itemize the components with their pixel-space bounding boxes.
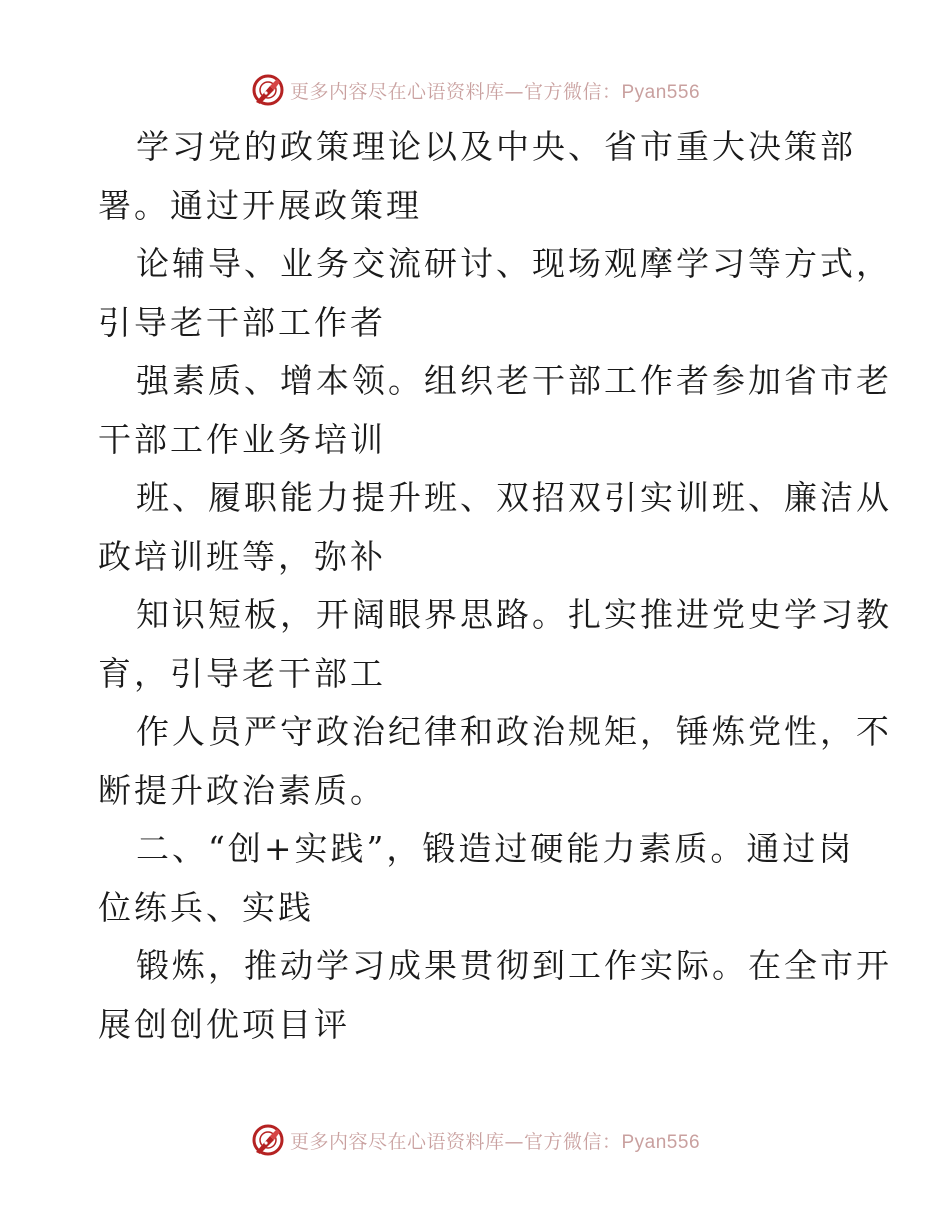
pen-nib-logo-icon: [250, 1122, 286, 1158]
body-line: 引导老干部工作者: [98, 302, 386, 342]
banner-main-text: 更多内容尽在心语资料库: [289, 80, 505, 103]
body-line: 知识短板，开阔眼界思路。扎实推进党史学习教: [136, 595, 892, 634]
body-line: 育，引导老干部工: [98, 653, 386, 693]
body-line: 锻炼，推动学习成果贯彻到工作实际。在全市开: [136, 946, 892, 985]
body-line: 论辅导、业务交流研讨、现场观摩学习等方式，: [136, 244, 892, 283]
body-line: 展创创优项目评: [98, 1004, 350, 1044]
banner-main-text: 更多内容尽在心语资料库: [289, 1130, 505, 1153]
body-line: 干部工作业务培训: [98, 419, 386, 459]
footer-banner: [0, 1120, 950, 1160]
body-line: 学习党的政策理论以及中央、省市重大决策部: [136, 127, 856, 166]
body-line: 断提升政治素质。: [98, 770, 386, 810]
banner-contact-label: 官方微信：: [523, 80, 622, 103]
banner-contact-label: 官方微信：: [523, 1130, 622, 1153]
body-line: 署。通过开展政策理: [98, 185, 422, 225]
body-line: 政培训班等，弥补: [98, 536, 386, 576]
pen-nib-logo-icon: [250, 72, 286, 108]
banner-dash: —: [504, 1130, 524, 1153]
banner-contact-id: Pyan556: [621, 81, 701, 103]
banner-contact-id: Pyan556: [621, 1131, 701, 1153]
banner-text: [290, 1127, 700, 1154]
banner-text: [290, 77, 700, 104]
body-line: 强素质、增本领。组织老干部工作者参加省市老: [136, 361, 892, 400]
body-line: 位练兵、实践: [98, 887, 314, 927]
body-line: 二、“创+实践”，锻造过硬能力素质。通过岗: [136, 829, 855, 868]
banner-dash: —: [504, 80, 524, 103]
body-line: 作人员严守政治纪律和政治规矩，锤炼党性，不: [136, 712, 892, 751]
body-line: 班、履职能力提升班、双招双引实训班、廉洁从: [136, 478, 892, 517]
document-body: [98, 118, 892, 1054]
header-banner: [0, 70, 950, 110]
